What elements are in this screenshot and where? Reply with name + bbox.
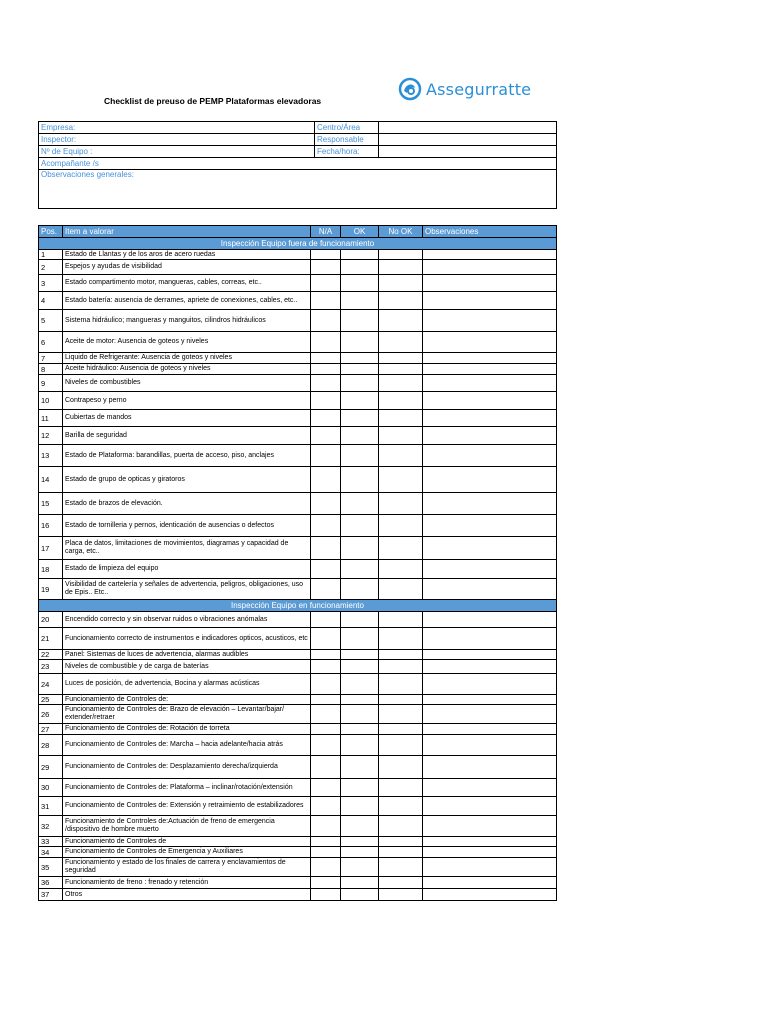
- nook-checkbox-cell[interactable]: [379, 275, 423, 292]
- empresa-field[interactable]: [39, 122, 315, 134]
- observaciones-cell[interactable]: [423, 579, 557, 600]
- na-checkbox-cell[interactable]: [311, 695, 341, 705]
- nook-checkbox-cell[interactable]: [379, 445, 423, 467]
- na-checkbox-cell[interactable]: [311, 515, 341, 537]
- observaciones-generales-label: Observaciones generales:: [41, 170, 134, 179]
- na-checkbox-cell[interactable]: [311, 779, 341, 797]
- nook-checkbox-cell[interactable]: [379, 515, 423, 537]
- na-checkbox-cell[interactable]: [311, 847, 341, 858]
- swirl-logo-icon: [398, 77, 422, 101]
- nook-checkbox-cell[interactable]: [379, 816, 423, 837]
- header-ok: OK: [341, 226, 379, 238]
- item-text: Aceite de motor: Ausencia de goteos y niveles: [63, 332, 311, 353]
- ok-checkbox-cell[interactable]: [341, 250, 379, 260]
- num-equipo-field[interactable]: [39, 146, 315, 158]
- observaciones-cell[interactable]: [423, 847, 557, 858]
- section-row-fuera-funcionamiento: [39, 238, 557, 250]
- observaciones-cell[interactable]: [423, 467, 557, 493]
- item-text: Funcionamiento de Controles de:Actuación de freno de emergencia /dispositivo de hombre muerto: [63, 816, 311, 837]
- pos-cell: 35: [39, 858, 63, 877]
- checklist-row: [39, 410, 557, 427]
- na-checkbox-cell[interactable]: [311, 410, 341, 427]
- section-row-en-funcionamiento: [39, 600, 557, 612]
- pos-cell: 5: [39, 310, 63, 332]
- pos-cell: 27: [39, 724, 63, 735]
- nook-checkbox-cell[interactable]: [379, 735, 423, 756]
- checklist-row: [39, 797, 557, 816]
- checklist-row: [39, 705, 557, 724]
- na-checkbox-cell[interactable]: [311, 612, 341, 628]
- ok-checkbox-cell[interactable]: [341, 612, 379, 628]
- item-text: Niveles de combustibles: [63, 375, 311, 392]
- checklist-row: [39, 756, 557, 779]
- pos-cell: 19: [39, 579, 63, 600]
- na-checkbox-cell[interactable]: [311, 674, 341, 695]
- nook-checkbox-cell[interactable]: [379, 628, 423, 650]
- nook-checkbox-cell[interactable]: [379, 392, 423, 410]
- pos-cell: 15: [39, 493, 63, 515]
- checklist-row: [39, 493, 557, 515]
- item-text: Funcionamiento de freno : frenado y retención: [63, 877, 311, 889]
- checklist-row: [39, 250, 557, 260]
- observaciones-cell[interactable]: [423, 628, 557, 650]
- pos-cell: 26: [39, 705, 63, 724]
- nook-checkbox-cell[interactable]: [379, 847, 423, 858]
- observaciones-cell[interactable]: [423, 674, 557, 695]
- observaciones-cell[interactable]: [423, 250, 557, 260]
- ok-checkbox-cell[interactable]: [341, 292, 379, 310]
- ok-checkbox-cell[interactable]: [341, 877, 379, 889]
- ok-checkbox-cell[interactable]: [341, 724, 379, 735]
- observaciones-cell[interactable]: [423, 364, 557, 375]
- inspector-field[interactable]: [39, 134, 315, 146]
- ok-checkbox-cell[interactable]: [341, 579, 379, 600]
- nook-checkbox-cell[interactable]: [379, 756, 423, 779]
- observaciones-cell[interactable]: [423, 889, 557, 901]
- checklist-row: [39, 735, 557, 756]
- fecha-hora-field[interactable]: [379, 146, 557, 158]
- ok-checkbox-cell[interactable]: [341, 628, 379, 650]
- item-text: Otros: [63, 889, 311, 901]
- item-text: Panel: Sistemas de luces de advertencia, alarmas audibles: [63, 650, 311, 660]
- pos-cell: 7: [39, 353, 63, 364]
- observaciones-cell[interactable]: [423, 375, 557, 392]
- checklist-row: [39, 560, 557, 579]
- ok-checkbox-cell[interactable]: [341, 847, 379, 858]
- pos-cell: 23: [39, 660, 63, 674]
- checklist-row: [39, 467, 557, 493]
- nook-checkbox-cell[interactable]: [379, 858, 423, 877]
- checklist-row: [39, 427, 557, 445]
- observaciones-cell[interactable]: [423, 660, 557, 674]
- observaciones-cell[interactable]: [423, 797, 557, 816]
- ok-checkbox-cell[interactable]: [341, 515, 379, 537]
- na-checkbox-cell[interactable]: [311, 310, 341, 332]
- item-text: Estado de brazos de elevación.: [63, 493, 311, 515]
- item-text: Estado de tornilleria y pernos, identicación de ausencias o defectos: [63, 515, 311, 537]
- na-checkbox-cell[interactable]: [311, 275, 341, 292]
- observaciones-cell[interactable]: [423, 560, 557, 579]
- item-text: Estado compartimento motor, mangueras, cables, correas, etc..: [63, 275, 311, 292]
- observaciones-cell[interactable]: [423, 612, 557, 628]
- observaciones-cell[interactable]: [423, 695, 557, 705]
- section-title: Inspección Equipo en funcionamiento: [39, 600, 557, 612]
- checklist-row: [39, 695, 557, 705]
- ok-checkbox-cell[interactable]: [341, 650, 379, 660]
- ok-checkbox-cell[interactable]: [341, 392, 379, 410]
- ok-checkbox-cell[interactable]: [341, 467, 379, 493]
- observaciones-cell[interactable]: [423, 756, 557, 779]
- nook-checkbox-cell[interactable]: [379, 250, 423, 260]
- nook-checkbox-cell[interactable]: [379, 560, 423, 579]
- ok-checkbox-cell[interactable]: [341, 695, 379, 705]
- observaciones-cell[interactable]: [423, 292, 557, 310]
- pos-cell: 21: [39, 628, 63, 650]
- responsable-field[interactable]: [379, 134, 557, 146]
- logo-text: Assegurratte: [426, 79, 532, 99]
- observaciones-cell[interactable]: [423, 515, 557, 537]
- pos-cell: 2: [39, 260, 63, 275]
- checklist-row: [39, 275, 557, 292]
- fecha-hora-label: Fecha/hora:: [315, 146, 379, 158]
- pos-cell: 32: [39, 816, 63, 837]
- nook-checkbox-cell[interactable]: [379, 695, 423, 705]
- pos-cell: 33: [39, 837, 63, 847]
- item-text: Funcionamiento de Controles de: Marcha – hacia adelante/hacia atrás: [63, 735, 311, 756]
- observaciones-cell[interactable]: [423, 275, 557, 292]
- nook-checkbox-cell[interactable]: [379, 493, 423, 515]
- observaciones-cell[interactable]: [423, 724, 557, 735]
- checklist-row: [39, 650, 557, 660]
- na-checkbox-cell[interactable]: [311, 889, 341, 901]
- checklist-row: [39, 816, 557, 837]
- ok-checkbox-cell[interactable]: [341, 756, 379, 779]
- pos-cell: 10: [39, 392, 63, 410]
- header-nook: No OK: [379, 226, 423, 238]
- nook-checkbox-cell[interactable]: [379, 889, 423, 901]
- nook-checkbox-cell[interactable]: [379, 364, 423, 375]
- checklist-row: [39, 375, 557, 392]
- checklist-header-row: [39, 226, 557, 238]
- na-checkbox-cell[interactable]: [311, 467, 341, 493]
- pos-cell: 6: [39, 332, 63, 353]
- item-text: Estado de limpieza del equipo: [63, 560, 311, 579]
- item-text: Estado de Plataforma: barandillas, puerta de acceso, piso, anclajes: [63, 445, 311, 467]
- document-title: Checklist de preuso de PEMP Plataformas elevadoras: [104, 96, 322, 106]
- ok-checkbox-cell[interactable]: [341, 353, 379, 364]
- na-checkbox-cell[interactable]: [311, 364, 341, 375]
- ok-checkbox-cell[interactable]: [341, 410, 379, 427]
- checklist-row: [39, 353, 557, 364]
- na-checkbox-cell[interactable]: [311, 250, 341, 260]
- observaciones-cell[interactable]: [423, 410, 557, 427]
- pos-cell: 1: [39, 250, 63, 260]
- observaciones-cell[interactable]: [423, 858, 557, 877]
- checklist-row: [39, 310, 557, 332]
- checklist-row: [39, 858, 557, 877]
- checklist-row: [39, 724, 557, 735]
- pos-cell: 29: [39, 756, 63, 779]
- pos-cell: 34: [39, 847, 63, 858]
- na-checkbox-cell[interactable]: [311, 392, 341, 410]
- centro-area-field[interactable]: [379, 122, 557, 134]
- item-text: Funcionamiento de Controles de:: [63, 695, 311, 705]
- checklist-row: [39, 660, 557, 674]
- observaciones-cell[interactable]: [423, 705, 557, 724]
- item-text: Estado batería: ausencia de derrames, apriete de conexiones, cables, etc..: [63, 292, 311, 310]
- item-text: Funcionamiento de Controles de Emergencia y Auxiliares: [63, 847, 311, 858]
- nook-checkbox-cell[interactable]: [379, 537, 423, 560]
- na-checkbox-cell[interactable]: [311, 445, 341, 467]
- na-checkbox-cell[interactable]: [311, 650, 341, 660]
- ok-checkbox-cell[interactable]: [341, 375, 379, 392]
- ok-checkbox-cell[interactable]: [341, 445, 379, 467]
- observaciones-cell[interactable]: [423, 877, 557, 889]
- observaciones-cell[interactable]: [423, 779, 557, 797]
- pos-cell: 12: [39, 427, 63, 445]
- observaciones-cell[interactable]: [423, 493, 557, 515]
- empresa-label: Empresa:: [41, 123, 76, 132]
- item-text: Funcionamiento de Controles de: Brazo de elevación – Levantar/bajar/ extender/retraer: [63, 705, 311, 724]
- header-pos: Pos.: [39, 226, 63, 238]
- nook-checkbox-cell[interactable]: [379, 650, 423, 660]
- item-text: Estado de Llantas y de los aros de acero ruedas: [63, 250, 311, 260]
- nook-checkbox-cell[interactable]: [379, 292, 423, 310]
- item-text: Funcionamiento de Controles de: Extensión y retraimiento de estabilizadores: [63, 797, 311, 816]
- pos-cell: 31: [39, 797, 63, 816]
- ok-checkbox-cell[interactable]: [341, 674, 379, 695]
- observaciones-cell[interactable]: [423, 735, 557, 756]
- ok-checkbox-cell[interactable]: [341, 705, 379, 724]
- checklist-row: [39, 260, 557, 275]
- section-title: Inspección Equipo fuera de funcionamiento: [39, 238, 557, 250]
- nook-checkbox-cell[interactable]: [379, 705, 423, 724]
- checklist-row: [39, 445, 557, 467]
- nook-checkbox-cell[interactable]: [379, 877, 423, 889]
- na-checkbox-cell[interactable]: [311, 735, 341, 756]
- observaciones-cell[interactable]: [423, 332, 557, 353]
- na-checkbox-cell[interactable]: [311, 797, 341, 816]
- na-checkbox-cell[interactable]: [311, 537, 341, 560]
- ok-checkbox-cell[interactable]: [341, 537, 379, 560]
- item-text: Funcionamiento y estado de los finales de carrera y enclavamientos de seguridad: [63, 858, 311, 877]
- item-text: Aceite hidráulico: Ausencia de goteos y niveles: [63, 364, 311, 375]
- pos-cell: 11: [39, 410, 63, 427]
- item-text: Funcionamiento de Controles de: [63, 837, 311, 847]
- nook-checkbox-cell[interactable]: [379, 375, 423, 392]
- checklist-row: [39, 537, 557, 560]
- ok-checkbox-cell[interactable]: [341, 858, 379, 877]
- observaciones-cell[interactable]: [423, 816, 557, 837]
- na-checkbox-cell[interactable]: [311, 628, 341, 650]
- na-checkbox-cell[interactable]: [311, 756, 341, 779]
- na-checkbox-cell[interactable]: [311, 353, 341, 364]
- nook-checkbox-cell[interactable]: [379, 353, 423, 364]
- na-checkbox-cell[interactable]: [311, 660, 341, 674]
- observaciones-cell[interactable]: [423, 445, 557, 467]
- ok-checkbox-cell[interactable]: [341, 275, 379, 292]
- acompanante-label: Acompañante /s: [41, 159, 99, 168]
- checklist-row: [39, 889, 557, 901]
- checklist-table: [38, 225, 557, 901]
- pos-cell: 4: [39, 292, 63, 310]
- pos-cell: 14: [39, 467, 63, 493]
- observaciones-cell[interactable]: [423, 427, 557, 445]
- nook-checkbox-cell[interactable]: [379, 410, 423, 427]
- nook-checkbox-cell[interactable]: [379, 779, 423, 797]
- responsable-label: Responsable: [315, 134, 379, 146]
- na-checkbox-cell[interactable]: [311, 260, 341, 275]
- pos-cell: 17: [39, 537, 63, 560]
- item-text: Funcionamiento de Controles de: Desplazamiento derecha/izquierda: [63, 756, 311, 779]
- item-text: Sistema hidráulico; mangueras y manguitos, cilindros hidráulicos: [63, 310, 311, 332]
- pos-cell: 36: [39, 877, 63, 889]
- header-observaciones: Observaciones: [423, 226, 557, 238]
- observaciones-cell[interactable]: [423, 537, 557, 560]
- na-checkbox-cell[interactable]: [311, 579, 341, 600]
- pos-cell: 9: [39, 375, 63, 392]
- observaciones-cell[interactable]: [423, 310, 557, 332]
- ok-checkbox-cell[interactable]: [341, 837, 379, 847]
- ok-checkbox-cell[interactable]: [341, 889, 379, 901]
- nook-checkbox-cell[interactable]: [379, 660, 423, 674]
- na-checkbox-cell[interactable]: [311, 724, 341, 735]
- na-checkbox-cell[interactable]: [311, 332, 341, 353]
- pos-cell: 37: [39, 889, 63, 901]
- item-text: Placa de datos, limitaciones de movimientos, diagramas y capacidad de carga, etc..: [63, 537, 311, 560]
- ok-checkbox-cell[interactable]: [341, 660, 379, 674]
- checklist-row: [39, 392, 557, 410]
- checklist-row: [39, 579, 557, 600]
- centro-area-label: Centro/Área: [315, 122, 379, 134]
- nook-checkbox-cell[interactable]: [379, 467, 423, 493]
- item-text: Funcionamiento correcto de instrumentos e indicadores opticos, acusticos, etc: [63, 628, 311, 650]
- ok-checkbox-cell[interactable]: [341, 816, 379, 837]
- item-text: Funcionamiento de Controles de: Plataforma – inclinar/rotación/extensión: [63, 779, 311, 797]
- ok-checkbox-cell[interactable]: [341, 735, 379, 756]
- na-checkbox-cell[interactable]: [311, 858, 341, 877]
- item-text: Encendido correcto y sin observar ruidos o vibraciones anómalas: [63, 612, 311, 628]
- na-checkbox-cell[interactable]: [311, 493, 341, 515]
- nook-checkbox-cell[interactable]: [379, 837, 423, 847]
- observaciones-cell[interactable]: [423, 392, 557, 410]
- item-text: Contrapeso y perno: [63, 392, 311, 410]
- checklist-row: [39, 837, 557, 847]
- ok-checkbox-cell[interactable]: [341, 310, 379, 332]
- nook-checkbox-cell[interactable]: [379, 674, 423, 695]
- nook-checkbox-cell[interactable]: [379, 332, 423, 353]
- ok-checkbox-cell[interactable]: [341, 560, 379, 579]
- pos-cell: 18: [39, 560, 63, 579]
- checklist-row: [39, 847, 557, 858]
- na-checkbox-cell[interactable]: [311, 560, 341, 579]
- nook-checkbox-cell[interactable]: [379, 260, 423, 275]
- item-text: Cubiertas de mandos: [63, 410, 311, 427]
- na-checkbox-cell[interactable]: [311, 837, 341, 847]
- ok-checkbox-cell[interactable]: [341, 332, 379, 353]
- item-text: Niveles de combustible y de carga de baterías: [63, 660, 311, 674]
- na-checkbox-cell[interactable]: [311, 375, 341, 392]
- observaciones-cell[interactable]: [423, 837, 557, 847]
- observaciones-cell[interactable]: [423, 650, 557, 660]
- pos-cell: 24: [39, 674, 63, 695]
- checklist-row: [39, 779, 557, 797]
- nook-checkbox-cell[interactable]: [379, 579, 423, 600]
- pos-cell: 3: [39, 275, 63, 292]
- header-item: Item a valorar: [63, 226, 311, 238]
- pos-cell: 16: [39, 515, 63, 537]
- na-checkbox-cell[interactable]: [311, 816, 341, 837]
- observaciones-generales-field[interactable]: [39, 170, 557, 209]
- item-text: Estado de grupo de opticas y giratoros: [63, 467, 311, 493]
- pos-cell: 13: [39, 445, 63, 467]
- item-text: Funcionamiento de Controles de: Rotación de torreta: [63, 724, 311, 735]
- header-na: N/A: [311, 226, 341, 238]
- ok-checkbox-cell[interactable]: [341, 779, 379, 797]
- company-logo: [398, 77, 531, 101]
- checklist-row: [39, 515, 557, 537]
- pos-cell: 22: [39, 650, 63, 660]
- checklist-row: [39, 332, 557, 353]
- nook-checkbox-cell[interactable]: [379, 427, 423, 445]
- inspector-label: Inspector:: [41, 135, 77, 144]
- item-text: Visibilidad de cartelería y señales de advertencia, peligros, obligaciones, uso de Epis.. Etc..: [63, 579, 311, 600]
- pos-cell: 30: [39, 779, 63, 797]
- na-checkbox-cell[interactable]: [311, 292, 341, 310]
- observaciones-cell[interactable]: [423, 260, 557, 275]
- item-text: Espejos y ayudas de visibilidad: [63, 260, 311, 275]
- item-text: Barilla de seguridad: [63, 427, 311, 445]
- ok-checkbox-cell[interactable]: [341, 364, 379, 375]
- checklist-row: [39, 877, 557, 889]
- acompanante-field[interactable]: [39, 158, 557, 170]
- pos-cell: 25: [39, 695, 63, 705]
- num-equipo-label: Nº de Equipo :: [41, 147, 93, 156]
- nook-checkbox-cell[interactable]: [379, 724, 423, 735]
- pos-cell: 20: [39, 612, 63, 628]
- item-text: Liquido de Refrigerante: Ausencia de goteos y niveles: [63, 353, 311, 364]
- checklist-row: [39, 612, 557, 628]
- checklist-row: [39, 292, 557, 310]
- pos-cell: 8: [39, 364, 63, 375]
- checklist-row: [39, 674, 557, 695]
- info-table: [38, 121, 557, 209]
- na-checkbox-cell[interactable]: [311, 705, 341, 724]
- observaciones-cell[interactable]: [423, 353, 557, 364]
- ok-checkbox-cell[interactable]: [341, 427, 379, 445]
- ok-checkbox-cell[interactable]: [341, 797, 379, 816]
- pos-cell: 28: [39, 735, 63, 756]
- nook-checkbox-cell[interactable]: [379, 310, 423, 332]
- ok-checkbox-cell[interactable]: [341, 260, 379, 275]
- na-checkbox-cell[interactable]: [311, 877, 341, 889]
- nook-checkbox-cell[interactable]: [379, 612, 423, 628]
- na-checkbox-cell[interactable]: [311, 427, 341, 445]
- checklist-row: [39, 364, 557, 375]
- nook-checkbox-cell[interactable]: [379, 797, 423, 816]
- item-text: Luces de posición, de advertencia, Bocina y alarmas acústicas: [63, 674, 311, 695]
- ok-checkbox-cell[interactable]: [341, 493, 379, 515]
- checklist-row: [39, 628, 557, 650]
